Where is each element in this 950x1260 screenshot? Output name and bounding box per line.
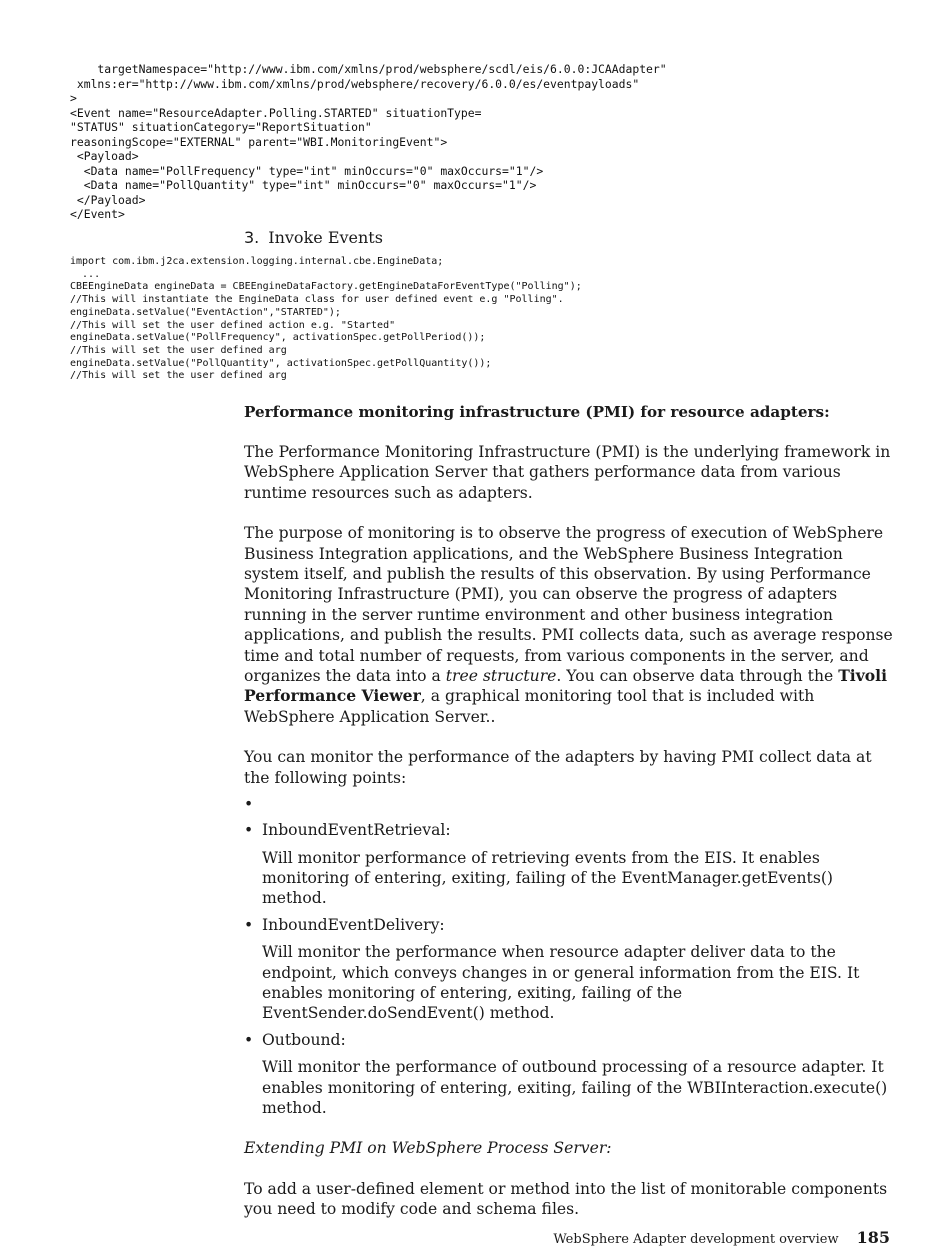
subheading-extending-pmi: Extending PMI on WebSphere Process Server: bbox=[244, 1139, 612, 1158]
paragraph-monitor-points: You can monitor the performance of the adapters by having PMI collect data at the following points: bbox=[244, 748, 872, 787]
pmi-section bbox=[244, 402, 894, 1220]
step-number: 3. bbox=[244, 228, 260, 247]
java-code-block: import com.ibm.j2ca.extension.logging.internal.cbe.EngineData; ... CBEEngineData engineData = CBEEngineDataFactory.getEngineDataForEventType("Polling"); //This will instantiate the EngineData class for user defined event e.g "Polling". engineData.setValue("EventAction","STARTED"); //This will set the user defined action e.g. "Started" engineData.setValue("PollFrequency", activationSpec.getPollPeriod()); //This will set the user defined arg engineData.setValue("PollQuantity", activationSpec.getPollQuantity()); //This will set the user defined arg bbox=[70, 256, 582, 382]
paragraph-pmi-intro: The Performance Monitoring Infrastructure (PMI) is the underlying framework in WebSphere Application Server that gathers performance data from various runtime resources such as adapters. bbox=[244, 443, 891, 502]
list-item-description: Will monitor the performance when resource adapter deliver data to the endpoint, which conveys changes in or general information from the EIS. It enables monitoring of entering, exiting, failing of the EventSender.doSendEvent() method. bbox=[262, 943, 860, 1023]
footer-title: WebSphere Adapter development overview bbox=[553, 1232, 839, 1247]
bullet-glyph: • bbox=[244, 821, 254, 840]
text-run: . You can observe data through the bbox=[556, 667, 839, 686]
section-heading: Performance monitoring infrastructure (PMI) for resource adapters: bbox=[244, 403, 830, 421]
schema-code-block: targetNamespace="http://www.ibm.com/xmlns/prod/websphere/scdl/eis/6.0.0:JCAAdapter" xmlns:er="http://www.ibm.com/xmlns/prod/websphere/recovery/6.0.0/es/eventpayloads" > <Event name="ResourceAdapter.Polling.STARTED" situationType= "STATUS" situationCategory="ReportSituation" reasoningScope="EXTERNAL" parent="WBI.MonitoringEvent"> <Payload> <Data name="PollFrequency" type="int" minOccurs="0" maxOccurs="1"/> <Data name="PollQuantity" type="int" minOccurs="0" maxOccurs="1"/> </Payload> </Event> bbox=[70, 62, 667, 221]
page-number: 185 bbox=[856, 1228, 890, 1247]
list-item-title: Outbound: bbox=[262, 1030, 346, 1049]
bullet-glyph: • bbox=[244, 795, 254, 814]
list-item-empty bbox=[244, 794, 894, 814]
list-item-description: Will monitor performance of retrieving events from the EIS. It enables monitoring of entering, exiting, failing of the EventManager.getEvents() method. bbox=[262, 848, 833, 908]
step-title: Invoke Events bbox=[268, 228, 383, 247]
emphasis-term: tree structure bbox=[445, 667, 557, 686]
paragraph-monitoring-purpose bbox=[244, 523, 894, 727]
list-item-title: InboundEventRetrieval: bbox=[262, 821, 451, 840]
bullet-glyph: • bbox=[244, 915, 254, 934]
monitor-points-list bbox=[244, 794, 894, 1118]
step-heading bbox=[244, 228, 383, 247]
text-run: The purpose of monitoring is to observe the progress of execution of WebSphere Business Integration applications, and the WebSphere Business Integration system itself, and publish the results of this observation. By using Performance Monitoring Infrastructure (PMI), you can observe the progress of adapters running in the server runtime environment and other business integration applications, and publish the results. PMI collects data, such as average response time and total number of requests, from various components in the server, and organizes the data into a bbox=[244, 524, 893, 686]
bullet-glyph: • bbox=[244, 1030, 254, 1049]
list-item bbox=[244, 915, 894, 1024]
paragraph-add-element: To add a user-defined element or method into the list of monitorable components you need to modify code and schema files. bbox=[244, 1179, 888, 1219]
list-item-description: Will monitor the performance of outbound processing of a resource adapter. It enables monitoring of entering, exiting, failing of the WBIInteraction.execute() method. bbox=[262, 1058, 888, 1117]
page-footer bbox=[553, 1228, 890, 1247]
list-item bbox=[244, 820, 894, 909]
product-name: Tivoli Performance Viewer bbox=[244, 666, 888, 706]
text-run: , a graphical monitoring tool that is included with WebSphere Application Server.. bbox=[244, 687, 815, 726]
list-item bbox=[244, 1030, 894, 1119]
list-item-title: InboundEventDelivery: bbox=[262, 915, 445, 934]
